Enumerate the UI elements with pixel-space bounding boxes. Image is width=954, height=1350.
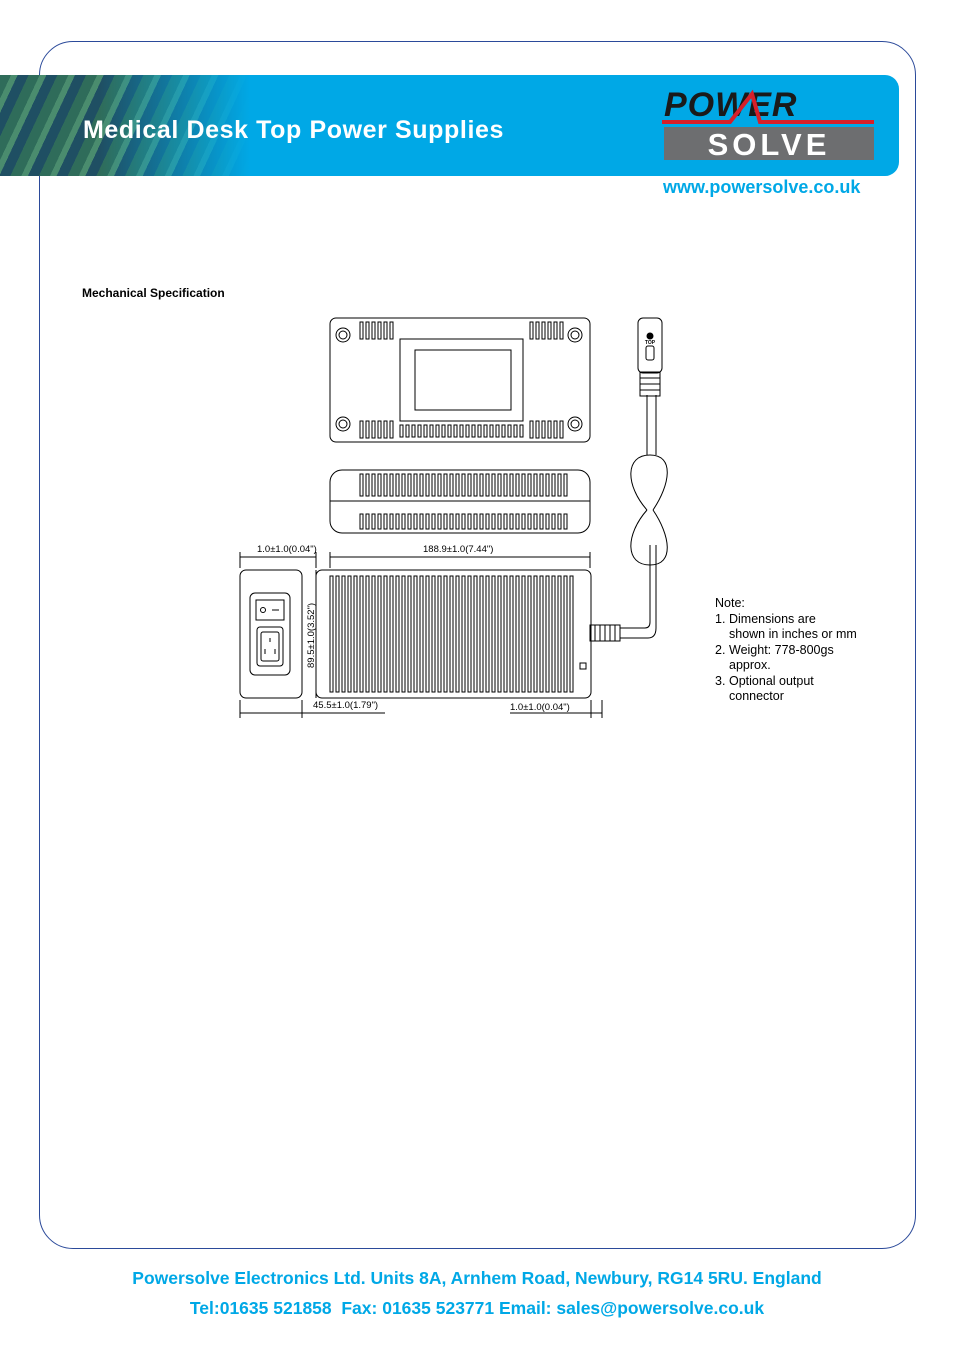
vent-rib bbox=[450, 474, 453, 496]
vent-rib bbox=[528, 474, 531, 496]
vent-rib bbox=[360, 421, 363, 438]
vent-rib bbox=[564, 474, 567, 496]
note-number: 1. bbox=[715, 611, 726, 626]
vent-rib bbox=[390, 576, 393, 692]
vent-rib bbox=[412, 425, 415, 437]
vent-rib bbox=[372, 421, 375, 438]
vent-rib bbox=[468, 514, 471, 529]
vent-rib bbox=[516, 514, 519, 529]
notes-title: Note: bbox=[715, 596, 745, 610]
footer-address: Powersolve Electronics Ltd. Units 8A, Arnhem Road, Newbury, RG14 5RU. England bbox=[132, 1268, 822, 1288]
section-title: Mechanical Specification bbox=[82, 286, 225, 300]
dim-length: 188.9±1.0(7.44") bbox=[423, 544, 494, 555]
logo-power-text: POWER bbox=[664, 86, 798, 124]
vent-rib bbox=[378, 421, 381, 438]
vent-rib bbox=[462, 474, 465, 496]
vent-rib bbox=[552, 576, 555, 692]
vent-rib bbox=[402, 474, 405, 496]
vent-rib bbox=[384, 576, 387, 692]
vent-rib bbox=[408, 514, 411, 529]
page-title: Medical Desk Top Power Supplies bbox=[83, 116, 505, 144]
vent-rib bbox=[408, 474, 411, 496]
vent-rib bbox=[378, 514, 381, 529]
vent-rib bbox=[522, 474, 525, 496]
vent-rib bbox=[420, 474, 423, 496]
vent-rib bbox=[444, 514, 447, 529]
vent-rib bbox=[468, 474, 471, 496]
vent-rib bbox=[514, 425, 517, 437]
vent-rib bbox=[554, 322, 557, 339]
vent-rib bbox=[548, 322, 551, 339]
vent-rib bbox=[438, 576, 441, 692]
note-number: 3. bbox=[715, 673, 726, 688]
vent-rib bbox=[336, 576, 339, 692]
vent-rib bbox=[456, 474, 459, 496]
vent-rib bbox=[536, 421, 539, 438]
vent-rib bbox=[348, 576, 351, 692]
vent-rib bbox=[330, 576, 333, 692]
vent-rib bbox=[390, 474, 393, 496]
note-text: approx. bbox=[729, 658, 771, 672]
vent-rib bbox=[480, 576, 483, 692]
vent-rib bbox=[438, 514, 441, 529]
vent-rib bbox=[486, 514, 489, 529]
vent-rib bbox=[548, 421, 551, 438]
vent-rib bbox=[474, 474, 477, 496]
cable-loop-bottom bbox=[631, 510, 667, 565]
vent-rib bbox=[420, 514, 423, 529]
cable-loop-top bbox=[631, 455, 667, 510]
vent-rib bbox=[456, 514, 459, 529]
powersolve-logo bbox=[660, 86, 876, 162]
vent-rib bbox=[528, 514, 531, 529]
vent-rib bbox=[366, 322, 369, 339]
vent-rib bbox=[540, 576, 543, 692]
vent-rib bbox=[462, 576, 465, 692]
note-number: 2. bbox=[715, 642, 726, 657]
vent-rib bbox=[436, 425, 439, 437]
dim-left-offset: 1.0±1.0(0.04") bbox=[257, 544, 317, 555]
vent-rib bbox=[414, 576, 417, 692]
vent-rib bbox=[438, 474, 441, 496]
vent-rib bbox=[426, 514, 429, 529]
vent-rib bbox=[546, 514, 549, 529]
vent-rib bbox=[450, 576, 453, 692]
note-text: Optional output bbox=[729, 673, 814, 688]
vent-rib bbox=[560, 421, 563, 438]
vent-rib bbox=[472, 425, 475, 437]
note-text: connector bbox=[729, 689, 784, 703]
vent-rib bbox=[504, 514, 507, 529]
footer-contact[interactable]: Tel:01635 521858 Fax: 01635 523771 Email: sales@powersolve.co.uk bbox=[189, 1298, 765, 1318]
vent-rib bbox=[414, 514, 417, 529]
vent-rib bbox=[426, 474, 429, 496]
cable-upper bbox=[647, 395, 656, 455]
vent-rib bbox=[558, 576, 561, 692]
vent-rib bbox=[454, 425, 457, 437]
vent-rib bbox=[432, 514, 435, 529]
vent-rib bbox=[396, 576, 399, 692]
website-link[interactable]: www.powersolve.co.uk bbox=[663, 177, 861, 197]
vent-rib bbox=[360, 474, 363, 496]
vent-rib bbox=[372, 474, 375, 496]
vent-rib bbox=[366, 576, 369, 692]
top-view-label-recess bbox=[400, 339, 523, 421]
vent-rib bbox=[516, 474, 519, 496]
vent-rib bbox=[504, 576, 507, 692]
vent-rib bbox=[498, 474, 501, 496]
vent-rib bbox=[372, 576, 375, 692]
vent-rib bbox=[360, 514, 363, 529]
note-item bbox=[715, 674, 857, 705]
cable-lower-b bbox=[620, 545, 656, 638]
vent-rib bbox=[384, 514, 387, 529]
vent-rib bbox=[528, 576, 531, 692]
vent-rib bbox=[406, 425, 409, 437]
vent-rib bbox=[484, 425, 487, 437]
notes-block bbox=[715, 596, 857, 705]
vent-rib bbox=[402, 576, 405, 692]
vent-rib bbox=[504, 474, 507, 496]
vent-rib bbox=[510, 474, 513, 496]
vent-rib bbox=[560, 322, 563, 339]
end-view-outline bbox=[240, 570, 302, 698]
vent-rib bbox=[522, 514, 525, 529]
dim-depth: 45.5±1.0(1.79") bbox=[313, 700, 379, 711]
vent-rib bbox=[378, 576, 381, 692]
cable-lower bbox=[620, 545, 650, 628]
vent-rib bbox=[408, 576, 411, 692]
front-view-ribs bbox=[330, 576, 573, 692]
vent-rib bbox=[508, 425, 511, 437]
vent-rib bbox=[534, 576, 537, 692]
vent-rib bbox=[390, 514, 393, 529]
vent-rib bbox=[418, 425, 421, 437]
vent-rib bbox=[498, 514, 501, 529]
vent-rib bbox=[510, 576, 513, 692]
vent-rib bbox=[342, 576, 345, 692]
vent-rib bbox=[530, 322, 533, 339]
mechanical-drawing bbox=[222, 312, 672, 732]
vent-rib bbox=[466, 425, 469, 437]
note-text: Dimensions are bbox=[729, 611, 816, 626]
vent-rib bbox=[474, 514, 477, 529]
vent-rib bbox=[442, 425, 445, 437]
vent-rib bbox=[450, 514, 453, 529]
note-item bbox=[715, 612, 857, 643]
vent-rib bbox=[490, 425, 493, 437]
vent-rib bbox=[366, 421, 369, 438]
vent-rib bbox=[516, 576, 519, 692]
vent-rib bbox=[444, 576, 447, 692]
vent-rib bbox=[420, 576, 423, 692]
vent-rib bbox=[520, 425, 523, 437]
note-item bbox=[715, 643, 857, 674]
vent-rib bbox=[384, 421, 387, 438]
vent-rib bbox=[552, 514, 555, 529]
vent-rib bbox=[372, 322, 375, 339]
connector-top-label: TOP bbox=[644, 340, 656, 346]
vent-rib bbox=[552, 474, 555, 496]
vent-rib bbox=[378, 474, 381, 496]
vent-rib bbox=[564, 576, 567, 692]
vent-rib bbox=[360, 322, 363, 339]
vent-rib bbox=[424, 425, 427, 437]
vent-rib bbox=[534, 514, 537, 529]
vent-rib bbox=[474, 576, 477, 692]
vent-rib bbox=[400, 425, 403, 437]
vent-rib bbox=[480, 474, 483, 496]
vent-rib bbox=[542, 421, 545, 438]
vent-rib bbox=[462, 514, 465, 529]
note-text: shown in inches or mm bbox=[729, 627, 857, 641]
vent-rib bbox=[414, 474, 417, 496]
vent-rib bbox=[570, 576, 573, 692]
dim-right-offset: 1.0±1.0(0.04") bbox=[510, 702, 570, 713]
vent-rib bbox=[492, 514, 495, 529]
vent-rib bbox=[496, 425, 499, 437]
vent-rib bbox=[354, 576, 357, 692]
vent-rib bbox=[492, 474, 495, 496]
vent-rib bbox=[530, 421, 533, 438]
vent-rib bbox=[366, 514, 369, 529]
vent-rib bbox=[486, 576, 489, 692]
dim-height: 89.5±1.0(3.52") bbox=[306, 602, 317, 668]
vent-rib bbox=[444, 474, 447, 496]
vent-rib bbox=[432, 576, 435, 692]
vent-rib bbox=[384, 322, 387, 339]
vent-rib bbox=[492, 576, 495, 692]
vent-rib bbox=[366, 474, 369, 496]
vent-rib bbox=[546, 474, 549, 496]
vent-rib bbox=[432, 474, 435, 496]
vent-rib bbox=[498, 576, 501, 692]
vent-rib bbox=[480, 514, 483, 529]
vent-rib bbox=[384, 474, 387, 496]
vent-rib bbox=[558, 514, 561, 529]
vent-rib bbox=[468, 576, 471, 692]
vent-rib bbox=[536, 322, 539, 339]
vent-rib bbox=[546, 576, 549, 692]
vent-rib bbox=[478, 425, 481, 437]
vent-rib bbox=[360, 576, 363, 692]
vent-rib bbox=[426, 576, 429, 692]
vent-rib bbox=[390, 421, 393, 438]
vent-rib bbox=[456, 576, 459, 692]
vent-rib bbox=[534, 474, 537, 496]
vent-rib bbox=[402, 514, 405, 529]
vent-rib bbox=[522, 576, 525, 692]
vent-rib bbox=[372, 514, 375, 529]
vent-rib bbox=[502, 425, 505, 437]
vent-rib bbox=[390, 322, 393, 339]
vent-rib bbox=[448, 425, 451, 437]
vent-rib bbox=[554, 421, 557, 438]
top-view-label-area bbox=[415, 350, 511, 410]
vent-rib bbox=[558, 474, 561, 496]
logo-solve-text: SOLVE bbox=[707, 127, 831, 162]
vent-rib bbox=[378, 322, 381, 339]
vent-rib bbox=[510, 514, 513, 529]
vent-rib bbox=[430, 425, 433, 437]
vent-rib bbox=[540, 514, 543, 529]
vent-rib bbox=[486, 474, 489, 496]
vent-rib bbox=[542, 322, 545, 339]
vent-rib bbox=[396, 514, 399, 529]
vent-rib bbox=[540, 474, 543, 496]
note-text: Weight: 778-800gs bbox=[729, 642, 834, 657]
vent-rib bbox=[564, 514, 567, 529]
vent-rib bbox=[460, 425, 463, 437]
vent-rib bbox=[396, 474, 399, 496]
